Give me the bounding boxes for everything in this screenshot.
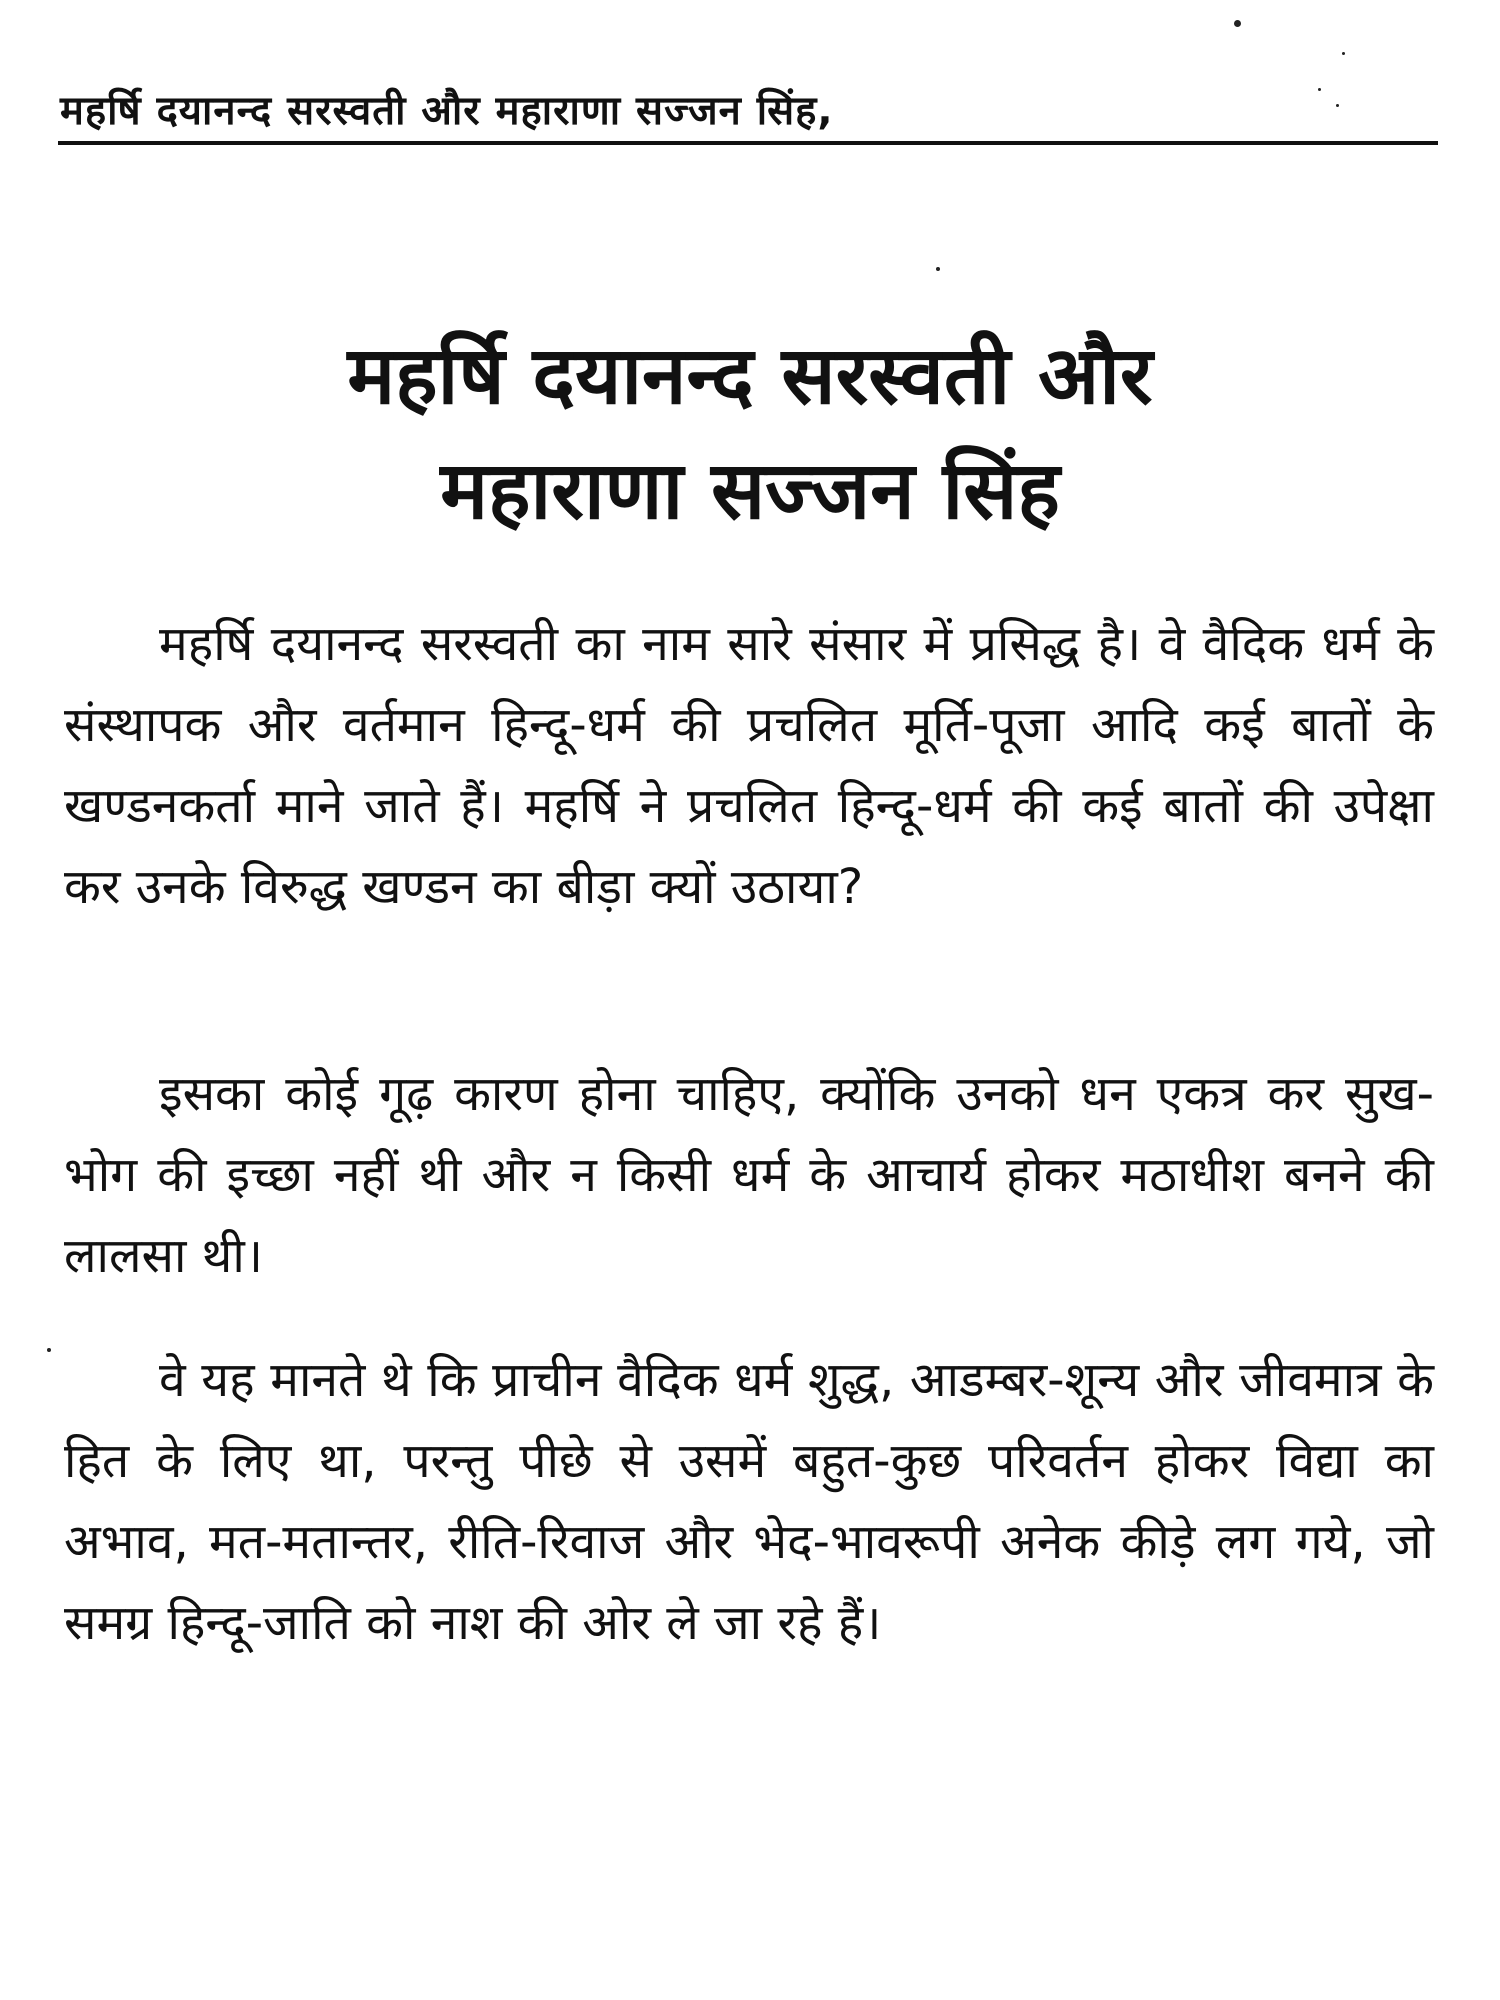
- running-header: महर्षि दयानन्द सरस्वती और महाराणा सज्जन सिंह,: [60, 88, 834, 134]
- paragraph-1: महर्षि दयानन्द सरस्वती का नाम सारे संसार में प्रसिद्ध है। वे वैदिक धर्म के संस्थापक और वर्तमान हिन्दू-धर्म की प्रचलित मूर्ति-पूजा आदि कई बातों के खण्डनकर्ता माने जाते हैं। महर्षि ने प्रचलित हिन्दू-धर्म की कई बातों की उपेक्षा कर उनके विरुद्ध खण्डन का बीड़ा क्यों उठाया?: [64, 616, 1434, 915]
- scan-speck: [1234, 20, 1241, 27]
- scan-speck: [1342, 52, 1345, 55]
- header-rule: [58, 141, 1438, 145]
- scan-speck: [47, 1348, 51, 1352]
- scan-speck: [936, 267, 940, 271]
- chapter-title-line-2: महाराणा सज्जन सिंह: [440, 444, 1060, 537]
- paragraph-2: इसका कोई गूढ़ कारण होना चाहिए, क्योंकि उनको धन एकत्र कर सुख-भोग की इच्छा नहीं थी और न किसी धर्म के आचार्य होकर मठाधीश बनने की लालसा थी।: [64, 1066, 1434, 1284]
- chapter-title: [0, 318, 1500, 548]
- scan-speck: [1318, 88, 1321, 91]
- scan-speck: [1336, 104, 1339, 107]
- chapter-title-line-1: महर्षि दयानन्द सरस्वती और: [347, 329, 1153, 422]
- paragraph-3: वे यह मानते थे कि प्राचीन वैदिक धर्म शुद्ध, आडम्बर-शून्य और जीवमात्र के हित के लिए था, परन्तु पीछे से उसमें बहुत-कुछ परिवर्तन होकर विद्या का अभाव, मत-मतान्तर, रीति-रिवाज और भेद-भावरूपी अनेक कीड़े लग गये, जो समग्र हिन्दू-जाति को नाश की ओर ले जा रहे हैं।: [64, 1352, 1434, 1651]
